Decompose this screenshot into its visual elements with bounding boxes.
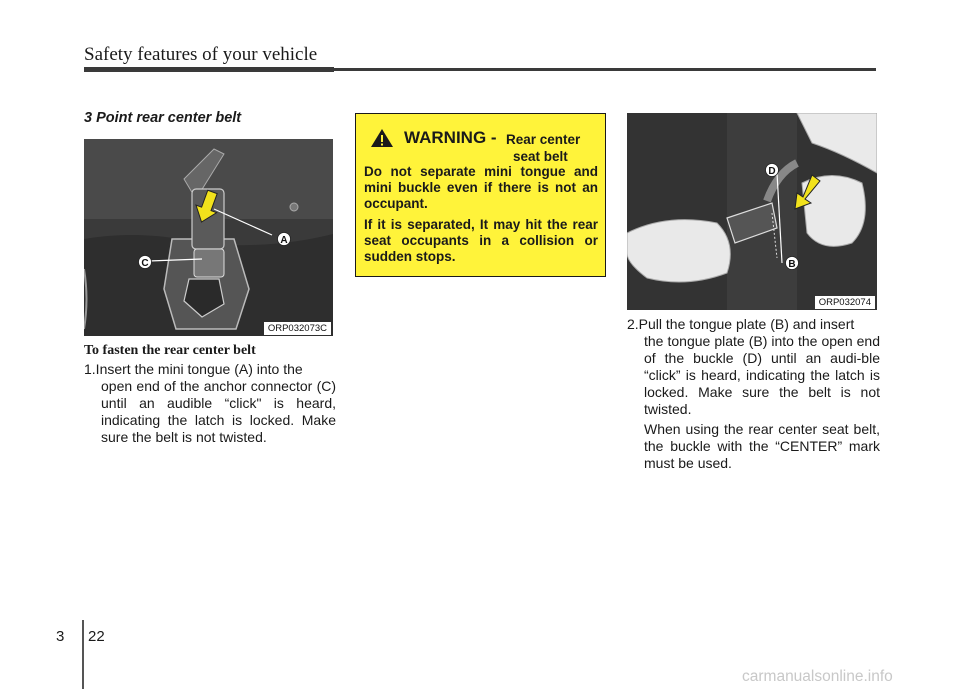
warning-subject-line-2: seat belt	[513, 149, 568, 164]
instructions-subheading: To fasten the rear center belt	[84, 343, 256, 358]
step-1-text: open end of the anchor connector (C) until an audible “click" is heard, indicating the latch is locked. Make sure the belt is not twisted.	[101, 378, 336, 445]
section-heading: 3 Point rear center belt	[84, 110, 242, 126]
warning-label: WARNING -	[404, 128, 497, 147]
label-d-text: D	[768, 166, 776, 177]
step-1-first-line: 1.Insert the mini tongue (A) into the	[84, 361, 303, 377]
label-b-marker	[786, 257, 799, 271]
label-d-marker	[766, 164, 779, 178]
footer-page-number: 22	[88, 628, 105, 645]
label-b-text: B	[788, 259, 796, 270]
step-2-note: When using the rear center seat belt, the buckle with the “CENTER” mark must be used.	[644, 421, 880, 471]
warning-paragraph-2: If it is separated, It may hit the rear seat occupants in a collision or sudden stops.	[364, 217, 598, 264]
label-c-text: C	[141, 258, 149, 269]
step-1	[84, 361, 336, 446]
figure-illustration	[627, 113, 877, 310]
figure-illustration	[84, 139, 333, 336]
header-rule-accent	[84, 67, 334, 72]
step-2	[627, 316, 880, 472]
label-a-marker	[278, 233, 291, 247]
figure-buckle-insert	[627, 113, 877, 310]
figure-anchor-connector	[84, 139, 333, 336]
watermark-text: carmanualsonline.info	[742, 668, 893, 685]
figure-code-right: ORP032074	[815, 296, 875, 309]
label-c-marker	[139, 256, 152, 270]
label-a-text: A	[280, 235, 288, 246]
page-header-title: Safety features of your vehicle	[84, 44, 318, 65]
warning-triangle-icon	[370, 128, 394, 148]
step-2-text: the tongue plate (B) into the open end of the buckle (D) until an audi-ble “click” is heard, indicating the latch is locked. Make sure the belt is not twisted.	[644, 333, 880, 417]
warning-subject-line-1: Rear center	[506, 132, 581, 147]
figure-code-left: ORP032073C	[264, 322, 331, 335]
warning-box	[355, 113, 606, 277]
footer-divider	[82, 620, 84, 689]
step-2-first-line: 2.Pull the tongue plate (B) and insert	[627, 316, 855, 332]
footer-chapter-number: 3	[56, 628, 65, 645]
warning-paragraph-1: Do not separate mini tongue and mini buckle even if there is not an occupant.	[364, 164, 598, 211]
